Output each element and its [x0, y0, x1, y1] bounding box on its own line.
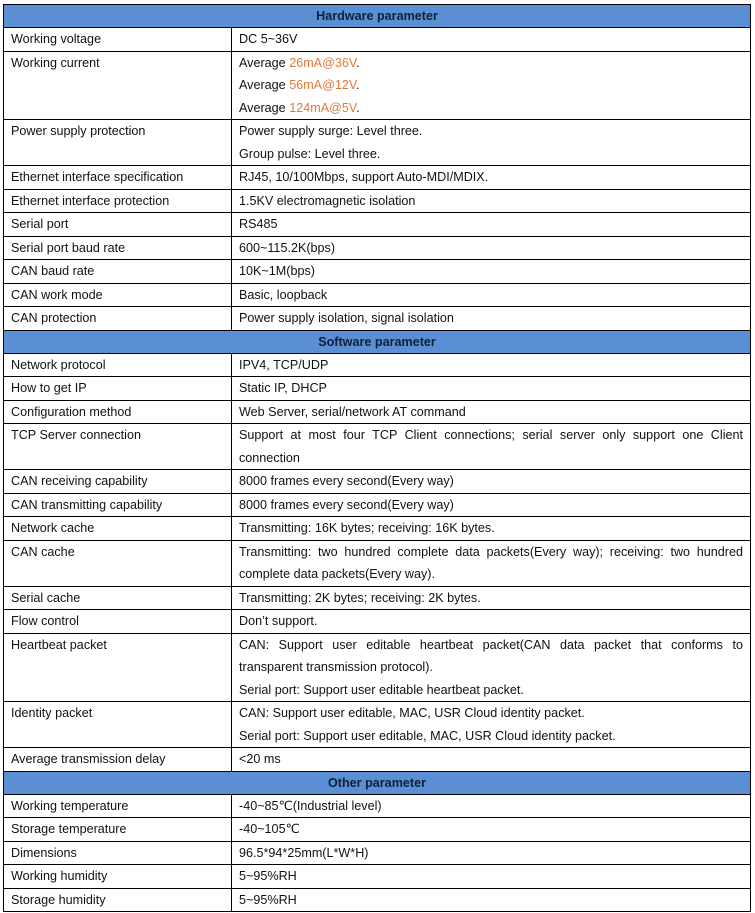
table-row — [4, 28, 751, 52]
table-row — [4, 213, 751, 237]
value-line: Serial port: Support user editable, MAC, USR Cloud identity packet. — [239, 728, 616, 743]
param-value: Basic, loopback — [232, 283, 751, 307]
value-line: Power supply surge: Level three. — [239, 124, 423, 138]
param-value: 5~95%RH — [232, 888, 751, 912]
param-value — [232, 51, 751, 120]
param-value: Static IP, DHCP — [232, 377, 751, 401]
table-row — [4, 517, 751, 541]
param-label: Dimensions — [4, 841, 232, 865]
section-title: Hardware parameter — [4, 5, 751, 28]
value-line: CAN: Support user editable heartbeat packet(CAN data packet that conforms to transparent transmission protocol). — [239, 637, 743, 674]
section-title: Other parameter — [4, 771, 751, 794]
value-line: Serial port: Support user editable heartbeat packet. — [239, 682, 524, 697]
param-value: Transmitting: 2K bytes; receiving: 2K bytes. — [232, 586, 751, 610]
param-label: TCP Server connection — [4, 424, 232, 470]
param-label: How to get IP — [4, 377, 232, 401]
param-value: -40~85℃(Industrial level) — [232, 794, 751, 818]
table-row — [4, 493, 751, 517]
param-label: Network cache — [4, 517, 232, 541]
table-row — [4, 283, 751, 307]
section-title: Software parameter — [4, 330, 751, 353]
param-label: Configuration method — [4, 400, 232, 424]
value-line — [239, 74, 743, 97]
param-label: Storage temperature — [4, 818, 232, 842]
table-row — [4, 260, 751, 284]
table-row — [4, 702, 751, 748]
param-value: 96.5*94*25mm(L*W*H) — [232, 841, 751, 865]
table-row — [4, 377, 751, 401]
param-value: 8000 frames every second(Every way) — [232, 493, 751, 517]
table-row — [4, 166, 751, 190]
param-value: RS485 — [232, 213, 751, 237]
param-label: Serial cache — [4, 586, 232, 610]
value-prefix: Average — [239, 55, 290, 70]
param-label: Serial port — [4, 213, 232, 237]
param-value: 10K~1M(bps) — [232, 260, 751, 284]
param-value: <20 ms — [232, 748, 751, 772]
section-header-software — [4, 330, 751, 353]
param-value: 5~95%RH — [232, 865, 751, 889]
parameter-table — [3, 4, 751, 912]
table-row — [4, 51, 751, 120]
table-row — [4, 307, 751, 331]
param-label: Power supply protection — [4, 120, 232, 166]
table-row — [4, 888, 751, 912]
table-row — [4, 189, 751, 213]
table-row — [4, 610, 751, 634]
param-value: Transmitting: 16K bytes; receiving: 16K bytes. — [232, 517, 751, 541]
table-row — [4, 424, 751, 470]
value-prefix: Average — [239, 78, 290, 92]
param-label: Working current — [4, 51, 232, 120]
param-label: Working humidity — [4, 865, 232, 889]
param-label: Ethernet interface specification — [4, 166, 232, 190]
table-row — [4, 236, 751, 260]
value-suffix: . — [356, 78, 360, 92]
table-row — [4, 865, 751, 889]
table-row — [4, 748, 751, 772]
value-line — [239, 97, 743, 120]
table-row — [4, 353, 751, 377]
highlighted-value: 124mA@5V — [289, 100, 357, 115]
param-value: DC 5~36V — [232, 28, 751, 52]
param-label: Working voltage — [4, 28, 232, 52]
param-label: Heartbeat packet — [4, 633, 232, 702]
param-label: Flow control — [4, 610, 232, 634]
value-prefix: Average — [239, 100, 290, 115]
table-row — [4, 470, 751, 494]
value-line — [239, 52, 743, 75]
param-label: Identity packet — [4, 702, 232, 748]
param-value — [232, 633, 751, 702]
section-header-hardware — [4, 5, 751, 28]
param-label: CAN receiving capability — [4, 470, 232, 494]
param-value: Web Server, serial/network AT command — [232, 400, 751, 424]
param-label: Average transmission delay — [4, 748, 232, 772]
value-suffix: . — [356, 100, 360, 115]
table-row — [4, 841, 751, 865]
param-value: 1.5KV electromagnetic isolation — [232, 189, 751, 213]
param-label: CAN protection — [4, 307, 232, 331]
table-row — [4, 633, 751, 702]
param-label: Storage humidity — [4, 888, 232, 912]
param-label: Serial port baud rate — [4, 236, 232, 260]
param-label: CAN work mode — [4, 283, 232, 307]
param-label: CAN cache — [4, 540, 232, 586]
param-value: IPV4, TCP/UDP — [232, 353, 751, 377]
table-row — [4, 794, 751, 818]
param-label: CAN baud rate — [4, 260, 232, 284]
value-line: CAN: Support user editable, MAC, USR Cloud identity packet. — [239, 706, 585, 720]
value-line: Group pulse: Level three. — [239, 146, 381, 161]
param-label: Ethernet interface protection — [4, 189, 232, 213]
param-value: 600~115.2K(bps) — [232, 236, 751, 260]
highlighted-value: 26mA@36V — [289, 55, 357, 70]
param-value: -40~105℃ — [232, 818, 751, 842]
table-row — [4, 586, 751, 610]
param-label: CAN transmitting capability — [4, 493, 232, 517]
param-label: Network protocol — [4, 353, 232, 377]
param-value: Don’t support. — [232, 610, 751, 634]
table-row — [4, 400, 751, 424]
param-value: Support at most four TCP Client connections; serial server only support one Client connection — [232, 424, 751, 470]
param-value: Transmitting: two hundred complete data packets(Every way); receiving: two hundred complete data packets(Every way). — [232, 540, 751, 586]
param-label: Working temperature — [4, 794, 232, 818]
param-value — [232, 702, 751, 748]
param-value: Power supply isolation, signal isolation — [232, 307, 751, 331]
param-value: RJ45, 10/100Mbps, support Auto-MDI/MDIX. — [232, 166, 751, 190]
table-row — [4, 120, 751, 166]
param-value: 8000 frames every second(Every way) — [232, 470, 751, 494]
section-header-other — [4, 771, 751, 794]
table-row — [4, 540, 751, 586]
param-value — [232, 120, 751, 166]
value-suffix: . — [356, 55, 360, 70]
highlighted-value: 56mA@12V — [289, 78, 357, 92]
table-row — [4, 818, 751, 842]
